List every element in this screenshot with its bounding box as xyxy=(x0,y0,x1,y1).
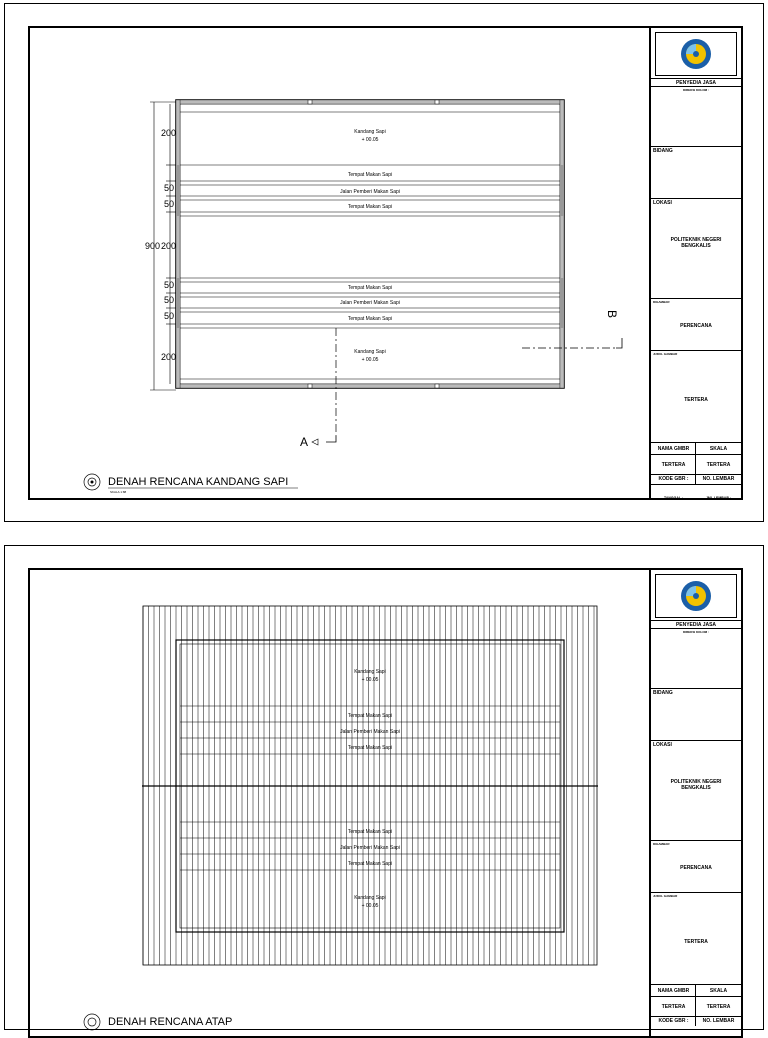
judul-label: JUDUL GAMBAR xyxy=(653,352,678,356)
judul-label: JUDUL GAMBAR xyxy=(653,894,678,898)
feeding-area-label: Tempat Makan Sapi xyxy=(347,745,393,751)
bottom-wall xyxy=(180,384,560,388)
nama-gmbr-value: TERTERA xyxy=(661,462,686,468)
section-arrow-a xyxy=(312,439,318,445)
skala-label: SKALA xyxy=(695,443,741,454)
provider-label: PENYEDIA JASA xyxy=(675,622,717,628)
left-wall xyxy=(176,100,180,388)
digambar-label: DIGAMBAR xyxy=(653,300,670,304)
drawing-sheet-floor-plan xyxy=(4,3,764,522)
floor-plan-drawing xyxy=(30,28,651,498)
dimension-50: 50 xyxy=(164,183,175,193)
stall-inner-wall xyxy=(180,104,560,384)
nama-gmbr-label: NAMA GMBR xyxy=(657,988,690,994)
lokasi-label: LOKASI xyxy=(653,200,672,206)
feeding-path-label: Jalan Pemberi Makan Sapi xyxy=(340,729,400,735)
bidang-label: BIDANG xyxy=(653,148,673,154)
feeding-area-label: Tempat Makan Sapi xyxy=(347,316,393,322)
level-label-bottom: + 00.05 xyxy=(361,903,379,909)
drawing-frame xyxy=(28,26,743,500)
drawing-scale: SKALA 1:88 xyxy=(110,490,127,494)
feeder-post xyxy=(176,278,180,328)
feeding-path-label: Jalan Pemberi Makan Sapi xyxy=(340,845,400,851)
section-marker-a xyxy=(326,436,336,442)
tanggal-label: TANGGAL : xyxy=(663,496,684,500)
gear-icon xyxy=(80,472,106,492)
logo xyxy=(655,574,737,618)
feeder-post xyxy=(176,165,180,216)
jml-lembar-label: JML LEMBAR : xyxy=(705,496,732,500)
column xyxy=(435,100,439,104)
column xyxy=(308,384,312,388)
title-block xyxy=(649,570,741,1036)
feeding-area-label: Tempat Makan Sapi xyxy=(347,861,393,867)
room-label-top: Kandang Sapi xyxy=(354,669,386,675)
direksi-label: DIREKSI KOLOM : xyxy=(683,88,709,92)
column xyxy=(435,384,439,388)
kode-label: KODE GBR : xyxy=(658,476,689,482)
lokasi-value: POLITEKNIK NEGERI BENGKALIS xyxy=(670,237,722,249)
drawing-title: DENAH RENCANA KANDANG SAPI xyxy=(108,476,289,488)
room-label-top: Kandang Sapi xyxy=(354,129,386,135)
logo xyxy=(655,32,737,76)
polytechnic-logo-icon xyxy=(656,575,736,617)
lokasi-label: LOKASI xyxy=(653,742,672,748)
skala-value: TERTERA xyxy=(695,997,741,1016)
drawing-title: DENAH RENCANA ATAP xyxy=(108,1016,233,1028)
feeding-area-label: Tempat Makan Sapi xyxy=(347,204,393,210)
feeding-area-label: Tempat Makan Sapi xyxy=(347,829,393,835)
feeding-area-label: Tempat Makan Sapi xyxy=(347,172,393,178)
drawing-frame xyxy=(28,568,743,1038)
no-lembar-label: NO. LEMBAR xyxy=(695,1017,741,1026)
judul-value: TERTERA xyxy=(684,939,708,945)
dimension-50: 50 xyxy=(164,280,175,290)
nama-gmbr-label: NAMA GMBR xyxy=(657,446,690,452)
feeding-path-label: Jalan Pemberi Makan Sapi xyxy=(340,189,400,195)
dimension-50: 50 xyxy=(164,199,175,209)
digambar-value: PERENCANA xyxy=(680,323,712,329)
feeding-area-label: Tempat Makan Sapi xyxy=(347,713,393,719)
dimension-200: 200 xyxy=(161,352,177,362)
stall-outline xyxy=(176,100,564,388)
kode-label: KODE GBR : xyxy=(658,1018,689,1024)
interior-lines xyxy=(180,112,560,379)
level-label-bottom: + 00.05 xyxy=(361,357,379,363)
room-label-bottom: Kandang Sapi xyxy=(354,895,386,901)
section-label-a: A xyxy=(300,435,309,449)
column xyxy=(308,100,312,104)
provider-label: PENYEDIA JASA xyxy=(675,80,717,86)
digambar-label: DIGAMBAR xyxy=(653,842,670,846)
dimension-200: 200 xyxy=(161,241,177,251)
top-wall xyxy=(180,100,560,104)
digambar-value: PERENCANA xyxy=(680,865,712,871)
skala-label: SKALA xyxy=(695,985,741,996)
nama-gmbr-value: TERTERA xyxy=(661,1004,686,1010)
judul-value: TERTERA xyxy=(684,397,708,403)
drawing-sheet-roof-plan xyxy=(4,545,764,1030)
feeding-path-label: Jalan Pemberi Makan Sapi xyxy=(340,300,400,306)
feeder-post xyxy=(560,278,564,328)
skala-value: TERTERA xyxy=(695,455,741,474)
level-label-top: + 00.05 xyxy=(361,677,379,683)
gear-icon xyxy=(80,1012,106,1032)
right-wall xyxy=(560,100,564,388)
feeder-post xyxy=(560,165,564,216)
lokasi-value: POLITEKNIK NEGERI BENGKALIS xyxy=(670,779,722,791)
room-label-bottom: Kandang Sapi xyxy=(354,349,386,355)
level-label-top: + 00.05 xyxy=(361,137,379,143)
dimension-50: 50 xyxy=(164,311,175,321)
dimension-50: 50 xyxy=(164,295,175,305)
polytechnic-logo-icon xyxy=(656,33,736,75)
dimension-200: 200 xyxy=(161,128,177,138)
feeding-area-label: Tempat Makan Sapi xyxy=(347,285,393,291)
direksi-label: DIREKSI KOLOM : xyxy=(683,630,709,634)
no-lembar-label: NO. LEMBAR xyxy=(695,475,741,484)
dimension-900: 900 xyxy=(145,241,161,251)
title-block xyxy=(649,28,741,498)
roof-plan-drawing xyxy=(30,570,651,1036)
section-label-b: B xyxy=(605,310,619,319)
bidang-label: BIDANG xyxy=(653,690,673,696)
section-marker-b xyxy=(616,338,622,348)
